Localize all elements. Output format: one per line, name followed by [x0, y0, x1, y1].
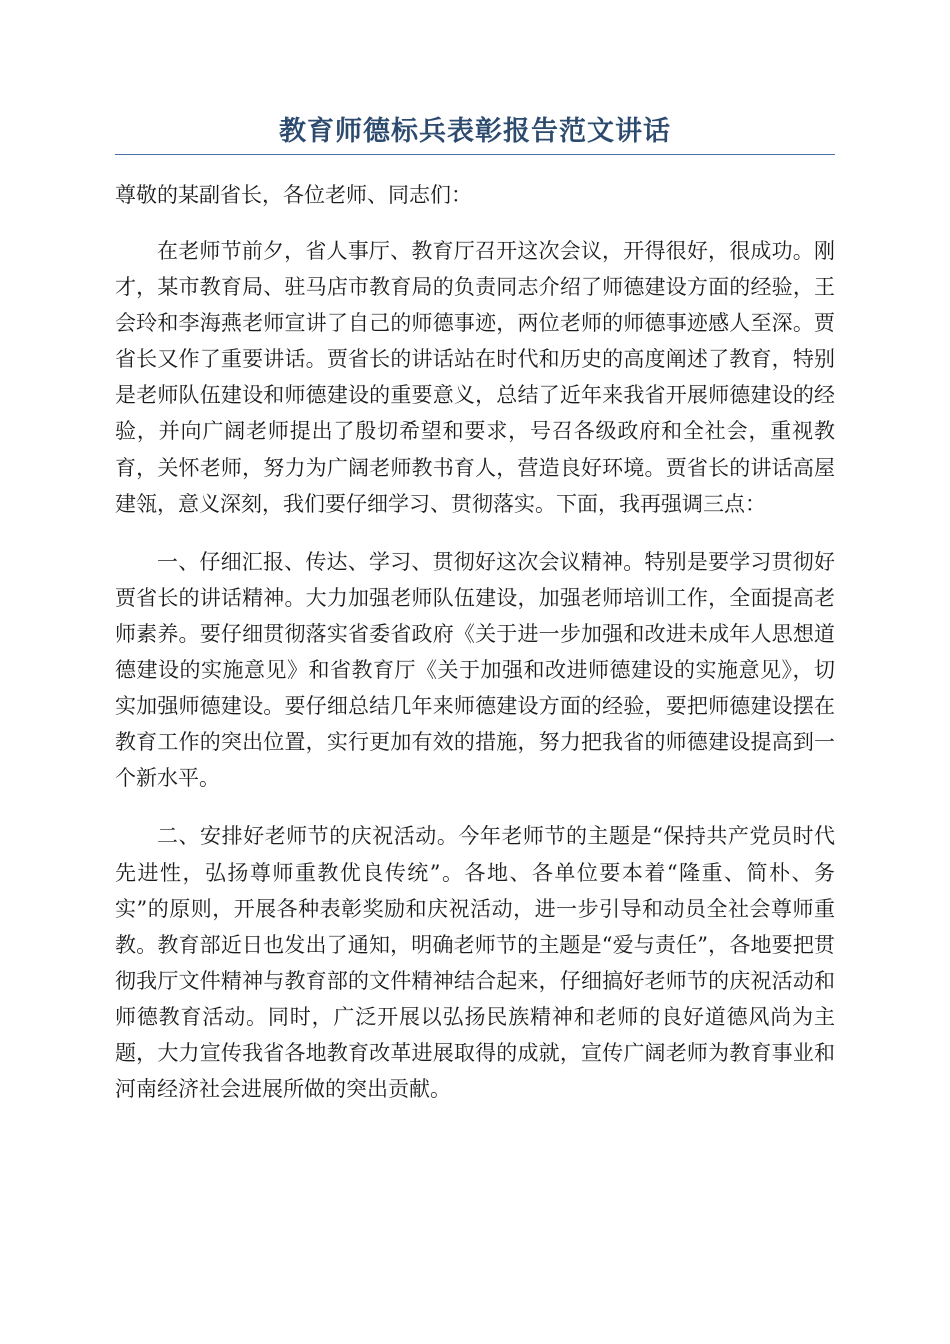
document-title: 教育师德标兵表彰报告范文讲话 [115, 112, 835, 155]
paragraph-2: 一、仔细汇报、传达、学习、贯彻好这次会议精神。特别是要学习贯彻好贾省长的讲话精神。大力加强老师队伍建设，加强老师培训工作，全面提高老师素养。要仔细贯彻落实省委省政府《关于进一步加强和改进未成年人思想道德建设的实施意见》和省教育厅《关于加强和改进师德建设的实施意见》，切实加强师德建设。要仔细总结几年来师德建设方面的经验，要把师德建设摆在教育工作的突出位置，实行更加有效的措施，努力把我省的师德建设提高到一个新水平。 [115, 549, 835, 791]
paragraph-3: 二、安排好老师节的庆祝活动。今年老师节的主题是“保持共产党员时代先进性，弘扬尊师重教优良传统”。各地、各单位要本着“隆重、简朴、务实”的原则，开展各种表彰奖励和庆祝活动，进一步引导和动员全社会尊师重教。教育部近日也发出了通知，明确老师节的主题是“爱与责任”，各地要把贯彻我厅文件精神与教育部的文件精神结合起来，仔细搞好老师节的庆祝活动和师德教育活动。同时，广泛开展以弘扬民族精神和老师的良好道德风尚为主题，大力宣传我省各地教育改革进展取得的成就，宣传广阔老师为教育事业和河南经济社会进展所做的突出贡献。 [115, 824, 835, 1102]
salutation: 尊敬的某副省长，各位老师、同志们： [115, 183, 472, 207]
paragraph-1: 在老师节前夕，省人事厅、教育厅召开这次会议，开得很好，很成功。刚才，某市教育局、驻马店市教育局的负责同志介绍了师德建设方面的经验，王会玲和李海燕老师宣讲了自己的师德事迹，两位老师的师德事迹感人至深。贾省长又作了重要讲话。贾省长的讲话站在时代和历史的高度阐述了教育，特别是老师队伍建设和师德建设的重要意义，总结了近年来我省开展师德建设的经验，并向广阔老师提出了殷切希望和要求，号召各级政府和全社会，重视教育，关怀老师，努力为广阔老师教书育人，营造良好环境。贾省长的讲话高屋建瓴，意义深刻，我们要仔细学习、贯彻落实。下面，我再强调三点： [115, 239, 835, 516]
document-page [115, 112, 835, 1107]
